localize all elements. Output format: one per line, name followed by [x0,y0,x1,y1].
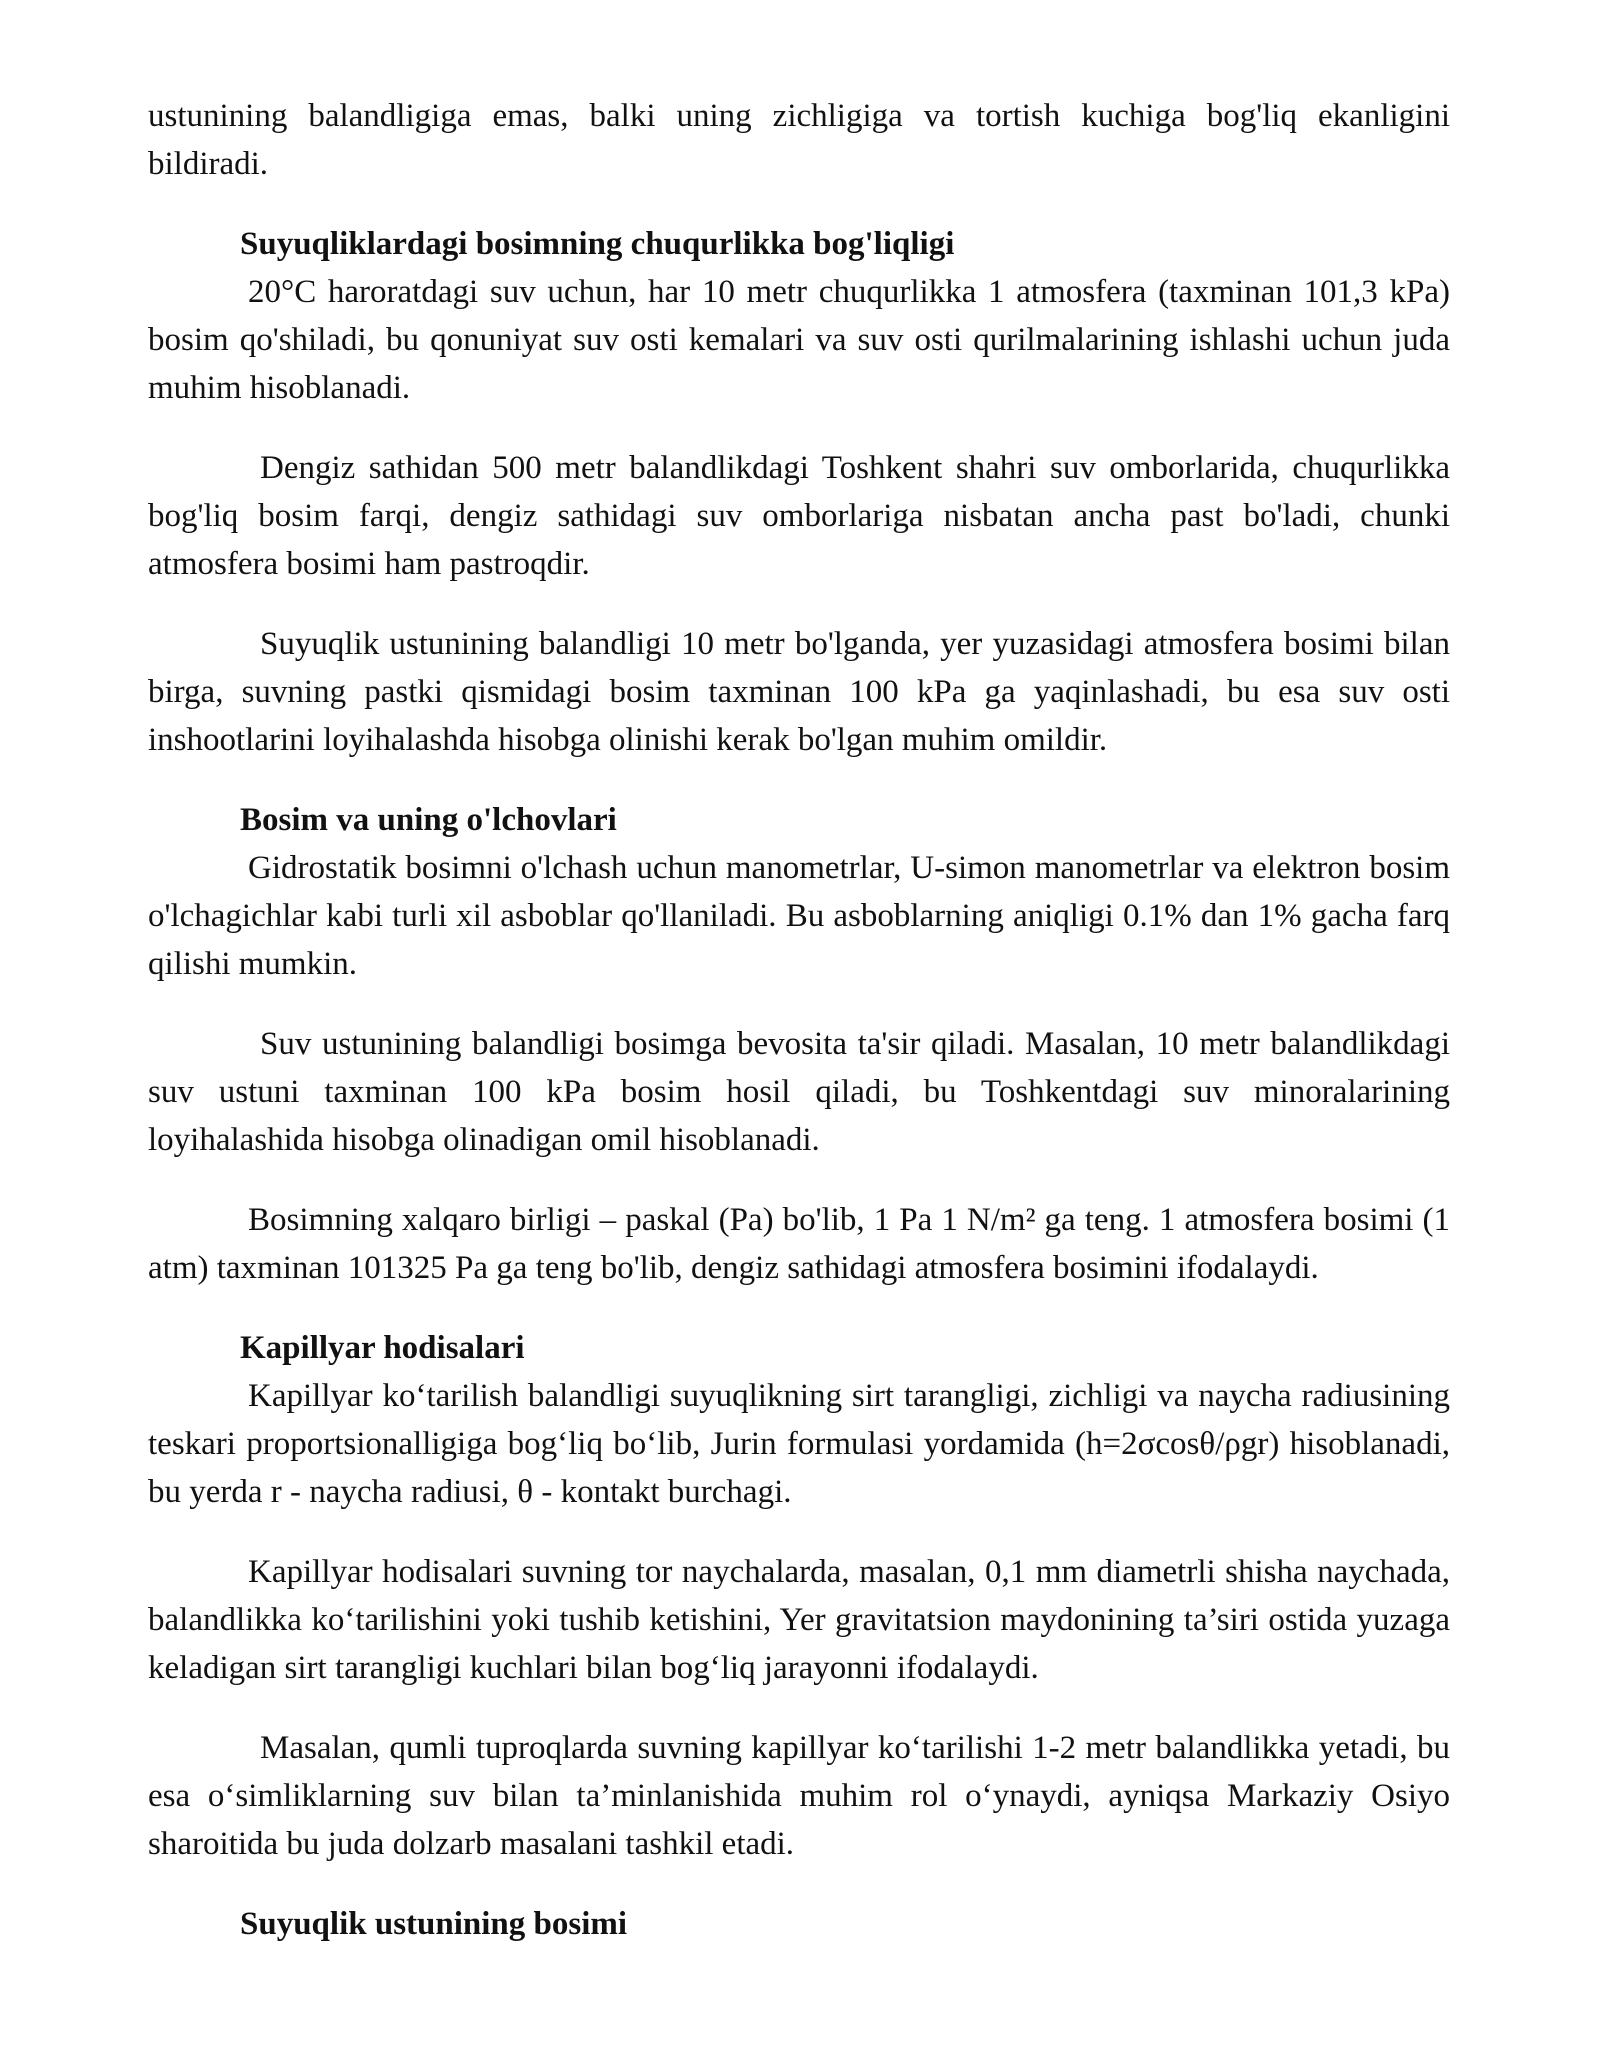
paragraph: Suyuqlik ustunining balandligi 10 metr bo'lganda, yer yuzasidagi atmosfera bosimi bilan birga, suvning pastki qismidagi bosim taxminan 100 kPa ga yaqinlashadi, bu esa suv osti inshootlarini loyihalashda hisobga olinishi kerak bo'lgan muhim omildir. [148,626,1450,758]
paragraph: Masalan, qumli tuproqlarda suvning kapillyar ko‘tarilishi 1-2 metr balandlikka yetadi, bu esa o‘simliklarning suv bilan ta’minlanishida muhim rol o‘ynaydi, ayniqsa Markaziy Osiyo sharoitida bu juda dolzarb masalani tashkil etadi. [148,1730,1450,1862]
document-page [148,92,1450,1948]
paragraph: Dengiz sathidan 500 metr balandlikdagi Toshkent shahri suv omborlarida, chuqurlikka bog'liq bosim farqi, dengiz sathidagi suv omborlariga nisbatan ancha past bo'ladi, chunki atmosfera bosimi ham pastroqdir. [148,450,1450,582]
section-heading-pressure-measurement: Bosim va uning o'lchovlari [240,802,617,838]
section-heading-capillary: Kapillyar hodisalari [240,1330,525,1366]
paragraph: Kapillyar ko‘tarilish balandligi suyuqlikning sirt tarangligi, zichligi va naycha radiusining teskari proportsionalligiga bog‘liq bo‘lib, Jurin formulasi yordamida (h=2σcosθ/ρgr) hisoblanadi, bu yerda r - naycha radiusi, θ - kontakt burchagi. [148,1378,1450,1510]
paragraph: 20°C haroratdagi suv uchun, har 10 metr chuqurlikka 1 atmosfera (taxminan 101,3 kPa) bosim qo'shiladi, bu qonuniyat suv osti kemalari va suv osti qurilmalarining ishlashi uchun juda muhim hisoblanadi. [148,274,1450,406]
section-heading-depth-pressure: Suyuqliklardagi bosimning chuqurlikka bog'liqligi [240,226,955,262]
paragraph: Bosimning xalqaro birligi – paskal (Pa) bo'lib, 1 Pa 1 N/m² ga teng. 1 atmosfera bosimi (1 atm) taxminan 101325 Pa ga teng bo'lib, dengiz sathidagi atmosfera bosimini ifodalaydi. [148,1202,1450,1286]
paragraph-continuation: ustunining balandligiga emas, balki uning zichligiga va tortish kuchiga bog'liq ekanligini bildiradi. [148,98,1450,182]
section-heading-column-pressure: Suyuqlik ustunining bosimi [240,1906,628,1942]
paragraph: Gidrostatik bosimni o'lchash uchun manometrlar, U-simon manometrlar va elektron bosim o'lchagichlar kabi turli xil asboblar qo'llaniladi. Bu asboblarning aniqligi 0.1% dan 1% gacha farq qilishi mumkin. [148,850,1450,982]
paragraph: Kapillyar hodisalari suvning tor naychalarda, masalan, 0,1 mm diametrli shisha naychada, balandlikka ko‘tarilishini yoki tushib ketishini, Yer gravitatsion maydonining ta’siri ostida yuzaga keladigan sirt tarangligi kuchlari bilan bog‘liq jarayonni ifodalaydi. [148,1554,1450,1686]
paragraph: Suv ustunining balandligi bosimga bevosita ta'sir qiladi. Masalan, 10 metr balandlikdagi suv ustuni taxminan 100 kPa bosim hosil qiladi, bu Toshkentdagi suv minoralarining loyihalashida hisobga olinadigan omil hisoblanadi. [148,1026,1450,1158]
